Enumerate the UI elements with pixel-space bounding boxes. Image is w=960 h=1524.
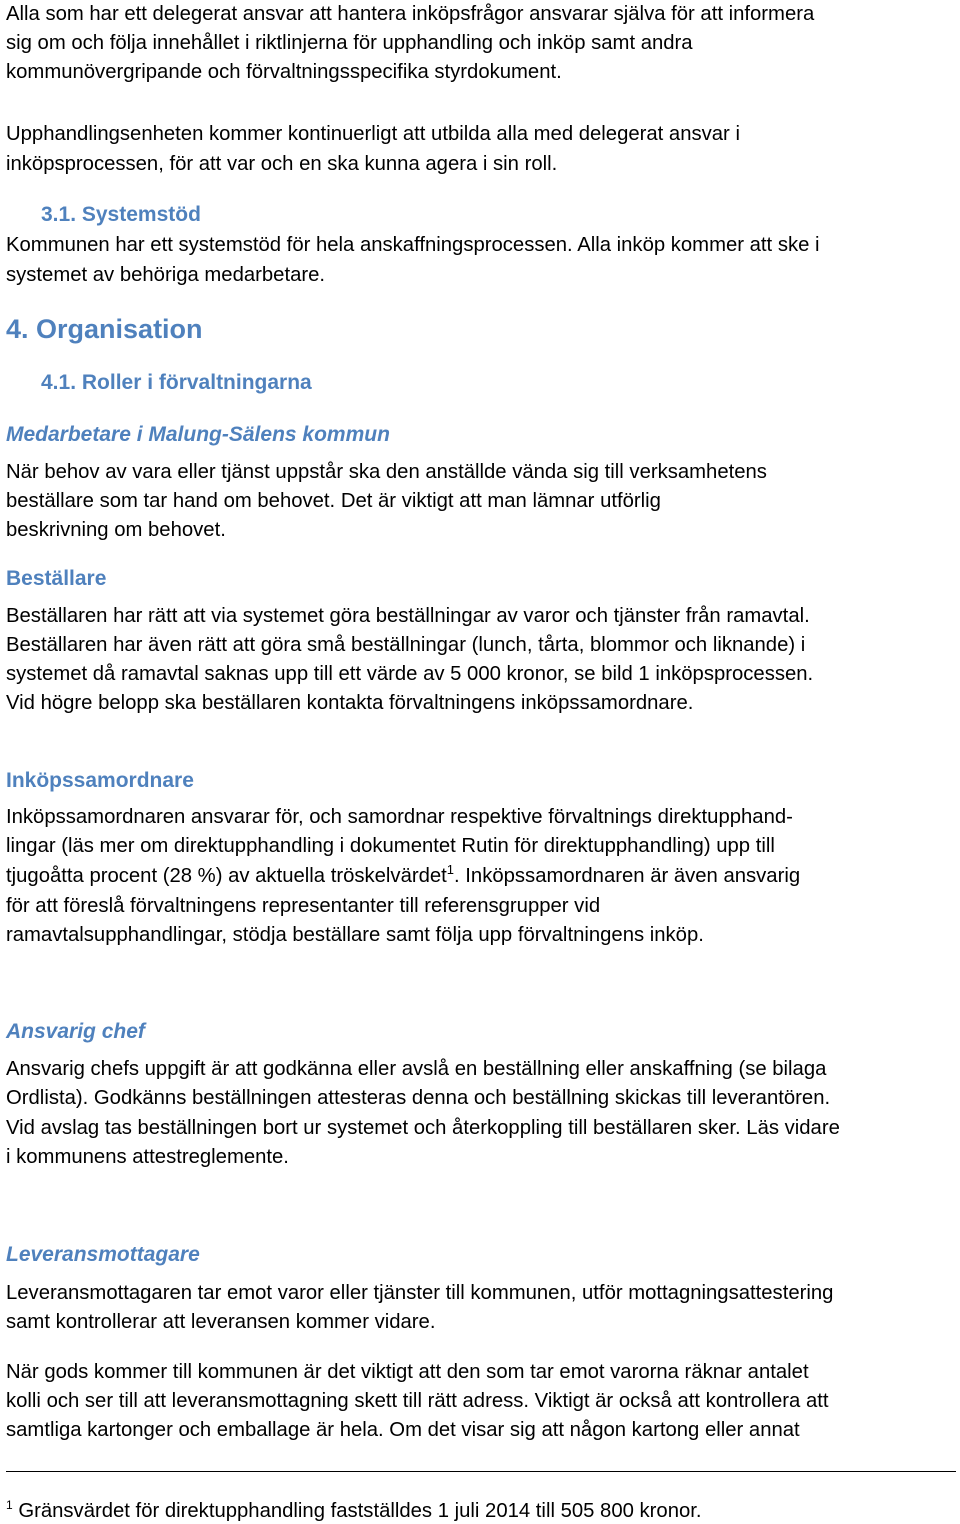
inkopssamordnare-line-3 (6, 862, 800, 892)
bestallare-line-2: Beställaren har även rätt att göra små beställningar (lunch, tårta, blommor och liknande) i (6, 634, 806, 656)
footnote-reference[interactable]: 1 (446, 862, 455, 877)
section-4-heading: 4. Organisation (6, 314, 203, 344)
leveransmottagare-heading: Leveransmottagare (6, 1243, 200, 1266)
leveransmottagare-line-3: När gods kommer till kommunen är det viktigt att den som tar emot varorna räknar antalet (6, 1361, 809, 1383)
inkopssamordnare-line-5: ramavtalsupphandlingar, stödja beställare samt följa upp förvaltningens inköp. (6, 924, 704, 946)
medarbetare-line-1: När behov av vara eller tjänst uppstår ska den anställde vända sig till verksamhetens (6, 461, 767, 483)
bestallare-line-1: Beställaren har rätt att via systemet göra beställningar av varor och tjänster från ramavtal. (6, 605, 810, 627)
systemstod-line-1: Kommunen har ett systemstöd för hela anskaffningsprocessen. Alla inköp kommer att ske i (6, 234, 820, 256)
ansvarig-chef-line-1: Ansvarig chefs uppgift är att godkänna eller avslå en beställning eller anskaffning (se bilaga (6, 1058, 827, 1080)
section-3-1-heading: 3.1. Systemstöd (41, 203, 201, 226)
intro-line-2: sig om och följa innehållet i riktlinjerna för upphandling och inköp samt andra (6, 32, 693, 54)
leveransmottagare-line-1: Leveransmottagaren tar emot varor eller tjänster till kommunen, utför mottagningsattestering (6, 1282, 834, 1304)
bestallare-heading: Beställare (6, 567, 107, 590)
medarbetare-line-2: beställare som tar hand om behovet. Det är viktigt att man lämnar utförlig (6, 490, 661, 512)
ansvarig-chef-line-3: Vid avslag tas beställningen bort ur systemet och återkoppling till beställaren sker. Läs vidare (6, 1117, 840, 1139)
footnote-divider (6, 1471, 956, 1472)
ansvarig-chef-heading: Ansvarig chef (6, 1020, 145, 1043)
footnote-text: Gränsvärdet för direktupphandling fastställdes 1 juli 2014 till 505 800 kronor. (12, 1500, 702, 1523)
inkopssamordnare-line-2: lingar (läs mer om direktupphandling i dokumentet Rutin för direktupphandling) upp till (6, 835, 775, 857)
inkopssamordnare-line-3-text: tjugoåtta procent (28 %) av aktuella tröskelvärdet (6, 865, 447, 887)
section-4-1-heading: 4.1. Roller i förvaltningarna (41, 371, 312, 394)
leveransmottagare-line-5: samtliga kartonger och emballage är hela. Om det visar sig att någon kartong eller annat (6, 1419, 800, 1441)
intro-line-3: kommunövergripande och förvaltningsspecifika styrdokument. (6, 61, 562, 83)
leveransmottagare-line-2: samt kontrollerar att leveransen kommer vidare. (6, 1311, 436, 1333)
upphandling-line-2: inköpsprocessen, för att var och en ska kunna agera i sin roll. (6, 153, 558, 175)
ansvarig-chef-line-2: Ordlista). Godkänns beställningen attesteras denna och beställning skickas till leverantören. (6, 1087, 831, 1109)
inkopssamordnare-line-3-rest: . Inköpssamordnaren är även ansvarig (454, 865, 801, 887)
bestallare-line-4: Vid högre belopp ska beställaren kontakta förvaltningens inköpssamordnare. (6, 692, 694, 714)
medarbetare-heading: Medarbetare i Malung-Sälens kommun (6, 423, 390, 446)
inkopssamordnare-line-1: Inköpssamordnaren ansvarar för, och samordnar respektive förvaltnings direktupphand- (6, 806, 793, 828)
inkopssamordnare-line-4: för att föreslå förvaltningens representanter till referensgrupper vid (6, 895, 601, 917)
leveransmottagare-line-4: kolli och ser till att leveransmottagning skett till rätt adress. Viktigt är också att kontrollera att (6, 1390, 829, 1412)
ansvarig-chef-line-4: i kommunens attestreglemente. (6, 1146, 289, 1168)
bestallare-line-3: systemet då ramavtal saknas upp till ett värde av 5 000 kronor, se bild 1 inköpsprocessen. (6, 663, 814, 685)
footnote (6, 1498, 702, 1524)
footnote-mark: 1 (6, 1498, 13, 1513)
upphandling-line-1: Upphandlingsenheten kommer kontinuerligt att utbilda alla med delegerat ansvar i (6, 123, 740, 145)
inkopssamordnare-heading: Inköpssamordnare (6, 769, 194, 792)
intro-line-1: Alla som har ett delegerat ansvar att hantera inköpsfrågor ansvarar själva för att informera (6, 3, 815, 25)
systemstod-line-2: systemet av behöriga medarbetare. (6, 264, 326, 286)
medarbetare-line-3: beskrivning om behovet. (6, 519, 226, 541)
